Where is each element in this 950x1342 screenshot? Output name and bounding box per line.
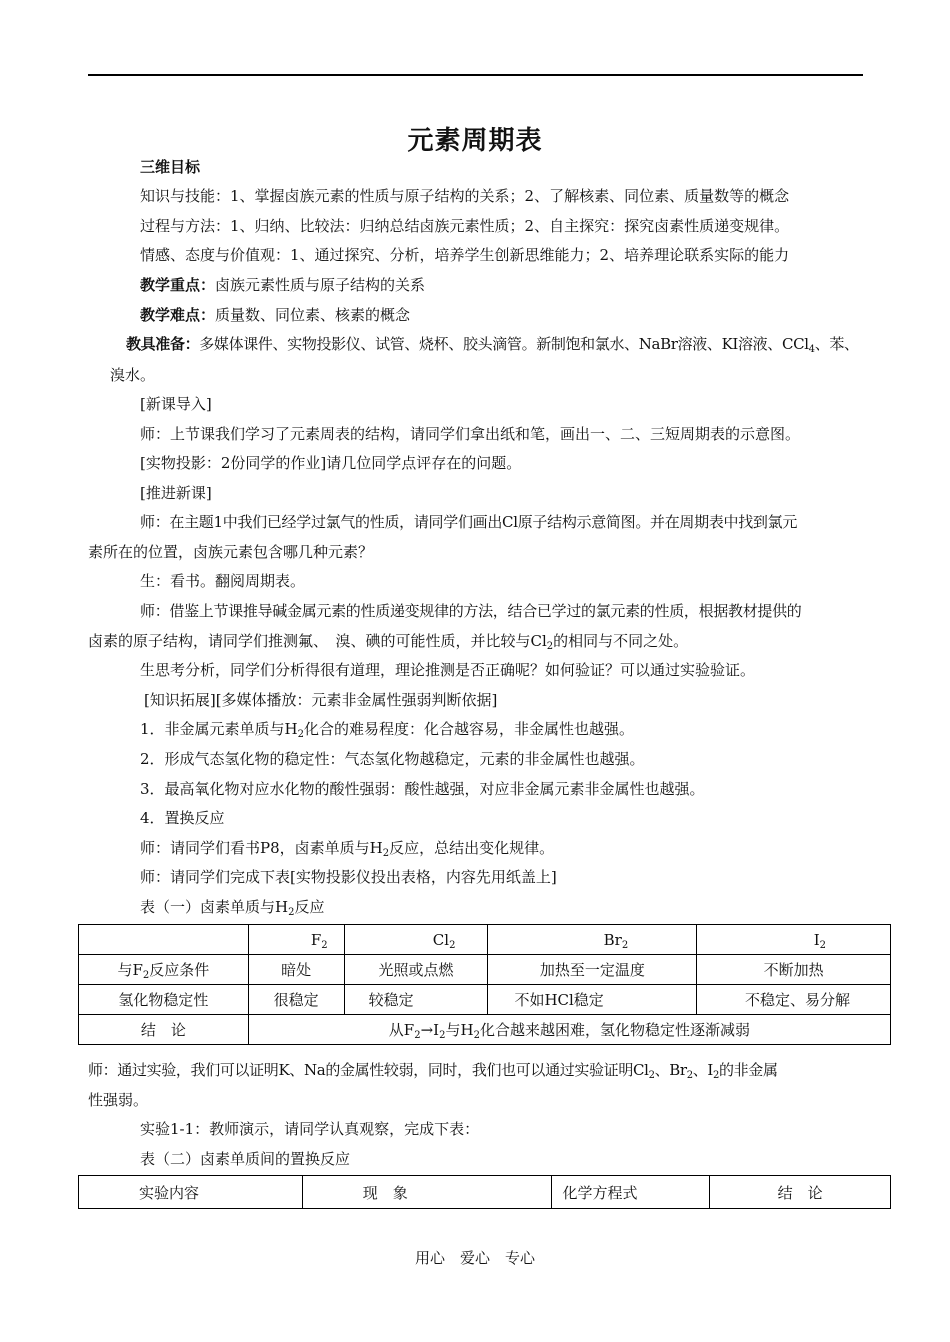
experiment-1-1: 实验1-1：教师演示，请同学认真观察，完成下表： [140,1120,480,1138]
teaching-key-text: 卤族元素性质与原子结构的关系 [215,276,426,294]
table-row [79,955,891,985]
teaching-tools-text-end: 、苯、 [814,335,859,353]
table-cell: 较稳定 [344,985,488,1015]
student-read: 生：看书。翻阅周期表。 [140,572,306,590]
table2-caption: 表（二）卤素单质间的置换反应 [140,1150,351,1168]
knowledge-expand: [知识拓展][多媒体播放：元素非金属性强弱判断依据] [144,691,498,709]
table-cell: 很稳定 [248,985,344,1015]
table-header-f2: $F_2$ [248,925,344,955]
table-row [79,1015,891,1045]
teacher-table-instruction: 师：请同学们完成下表[实物投影仪投出表格，内容先用纸盖上] [140,868,557,886]
goals-heading: 三维目标 [140,158,201,176]
table-cell: 不如HCl稳定 [488,985,697,1015]
h2-subscript: 2 [288,907,295,918]
row-label-conclusion: 结 论 [79,1015,249,1045]
h2-subscript: 2 [382,848,390,859]
table-header-i2: $I_2$ [697,925,891,955]
table2-header-conclusion: 结 论 [710,1176,891,1209]
teacher-reference-2 [88,630,688,652]
row-label-condition: 与$F_2$反应条件 [79,955,249,985]
rule-1 [140,718,634,740]
teacher-intro: 师：上节课我们学习了元素周表的结构，请同学们拿出纸和笔，画出一、二、三短周期表的示意图。 [140,425,801,443]
table-cell: 不稳定、易分解 [697,985,891,1015]
table1-caption [140,896,324,918]
teaching-difficulty-text: 质量数、同位素、核素的概念 [215,306,411,324]
halogen-displacement-table [78,1175,891,1209]
goal-knowledge: 知识与技能：1、掌握卤族元素的性质与原子结构的关系；2、了解核素、同位素、质量数等的概念 [140,187,790,205]
table1-caption-b: 反应 [294,898,325,916]
teacher-reference-2-b: 的相同与不同之处。 [553,632,689,650]
table-cell: 不断加热 [697,955,891,985]
page-title: 元素周期表 [407,126,543,156]
table-row [79,1176,891,1209]
header-rule [88,74,863,76]
teaching-key-label: 教学重点： [140,276,216,294]
rule-1-a: 1．非金属元素单质与H [140,720,298,738]
table-header-cl2: $Cl_2$ [344,925,488,955]
rule-3: 3．最高氧化物对应水化物的酸性强弱：酸性越强，对应非金属元素非金属性也越强。 [140,780,705,798]
table-row [79,985,891,1015]
table2-header-phenomenon: 现 象 [302,1176,552,1209]
h2-subscript: 2 [297,729,305,740]
table-cell: 加热至一定温度 [488,955,697,985]
table-cell: 暗处 [248,955,344,985]
teaching-difficulty-label: 教学难点： [140,306,216,324]
table-cell [79,925,249,955]
teaching-tools [126,333,859,355]
teacher-reference-1: 师：借鉴上节课推导碱金属元素的性质递变规律的方法，结合已学过的氯元素的性质，根据教材提供的 [140,602,802,620]
table-cell: 光照或点燃 [344,955,488,985]
table1-caption-a: 表（一）卤素单质与H [140,898,289,916]
table2-header-equation: 化学方程式 [552,1176,710,1209]
student-think: 生思考分析，同学们分析得很有道理，理论推测是否正确呢？如何验证？可以通过实验验证。 [140,661,756,679]
teacher-p8 [140,837,554,859]
halogen-hydrogen-table [78,924,891,1045]
teaching-tools-label: 教具准备： [126,335,200,353]
rule-1-b: 化合的难易程度：化合越容易，非金属性也越强。 [304,720,635,738]
teacher-p8-a: 师：请同学们看书P8，卤素单质与H [140,839,383,857]
conclusion-cell: 从$F_2\to I_2$与$H_2$化合越来越困难，氢化物稳定性逐渐减弱 [248,1015,890,1045]
teacher-chlorine-2: 素所在的位置，卤族元素包含哪几种元素？ [88,543,374,561]
teaching-tools-text: 多媒体课件、实物投影仪、试管、烧杯、胶头滴管。新制饱和氯水、NaBr溶液、KI溶液、CCl [199,335,809,353]
table-header-br2: $Br_2$ [488,925,697,955]
goal-process: 过程与方法：1、归纳、比较法：归纳总结卤族元素性质；2、自主探究：探究卤素性质递变规律。 [140,217,790,235]
teacher-reference-2-a: 卤素的原子结构，请同学们推测氟、 溴、碘的可能性质，并比较与Cl [88,632,547,650]
projection-note: [实物投影：2份同学的作业]请几位同学点评存在的问题。 [140,454,522,472]
row-label-stability: 氢化物稳定性 [79,985,249,1015]
teacher-experiment-2: 性强弱。 [88,1091,149,1109]
rule-4: 4．置换反应 [140,809,225,827]
ccl4-subscript: 4 [808,344,815,355]
page-footer: 用心 爱心 专心 [414,1249,535,1267]
teaching-difficulty [140,304,410,326]
goal-emotion: 情感、态度与价值观：1、通过探究、分析，培养学生创新思维能力；2、培养理论联系实际的能力 [140,246,790,264]
cl2-subscript: 2 [546,641,554,652]
table2-header-content: 实验内容 [79,1176,303,1209]
table-row [79,925,891,955]
rule-2: 2．形成气态氢化物的稳定性：气态氢化物越稳定，元素的非金属性也越强。 [140,750,645,768]
section-advance: [推进新课] [140,484,212,502]
teacher-experiment-1: 师：通过实验，我们可以证明K、Na的金属性较弱，同时，我们也可以通过实验证明$Cl_2$、$Br_2$、$I_2$的非金属 [88,1061,778,1081]
teacher-p8-b: 反应，总结出变化规律。 [389,839,555,857]
teaching-tools-cont: 溴水。 [110,366,156,384]
teaching-key [140,274,425,296]
section-intro: [新课导入] [140,395,212,413]
teacher-chlorine-1: 师：在主题1中我们已经学过氯气的性质，请同学们画出Cl原子结构示意简图。并在周期表中找到氯元 [140,513,798,531]
